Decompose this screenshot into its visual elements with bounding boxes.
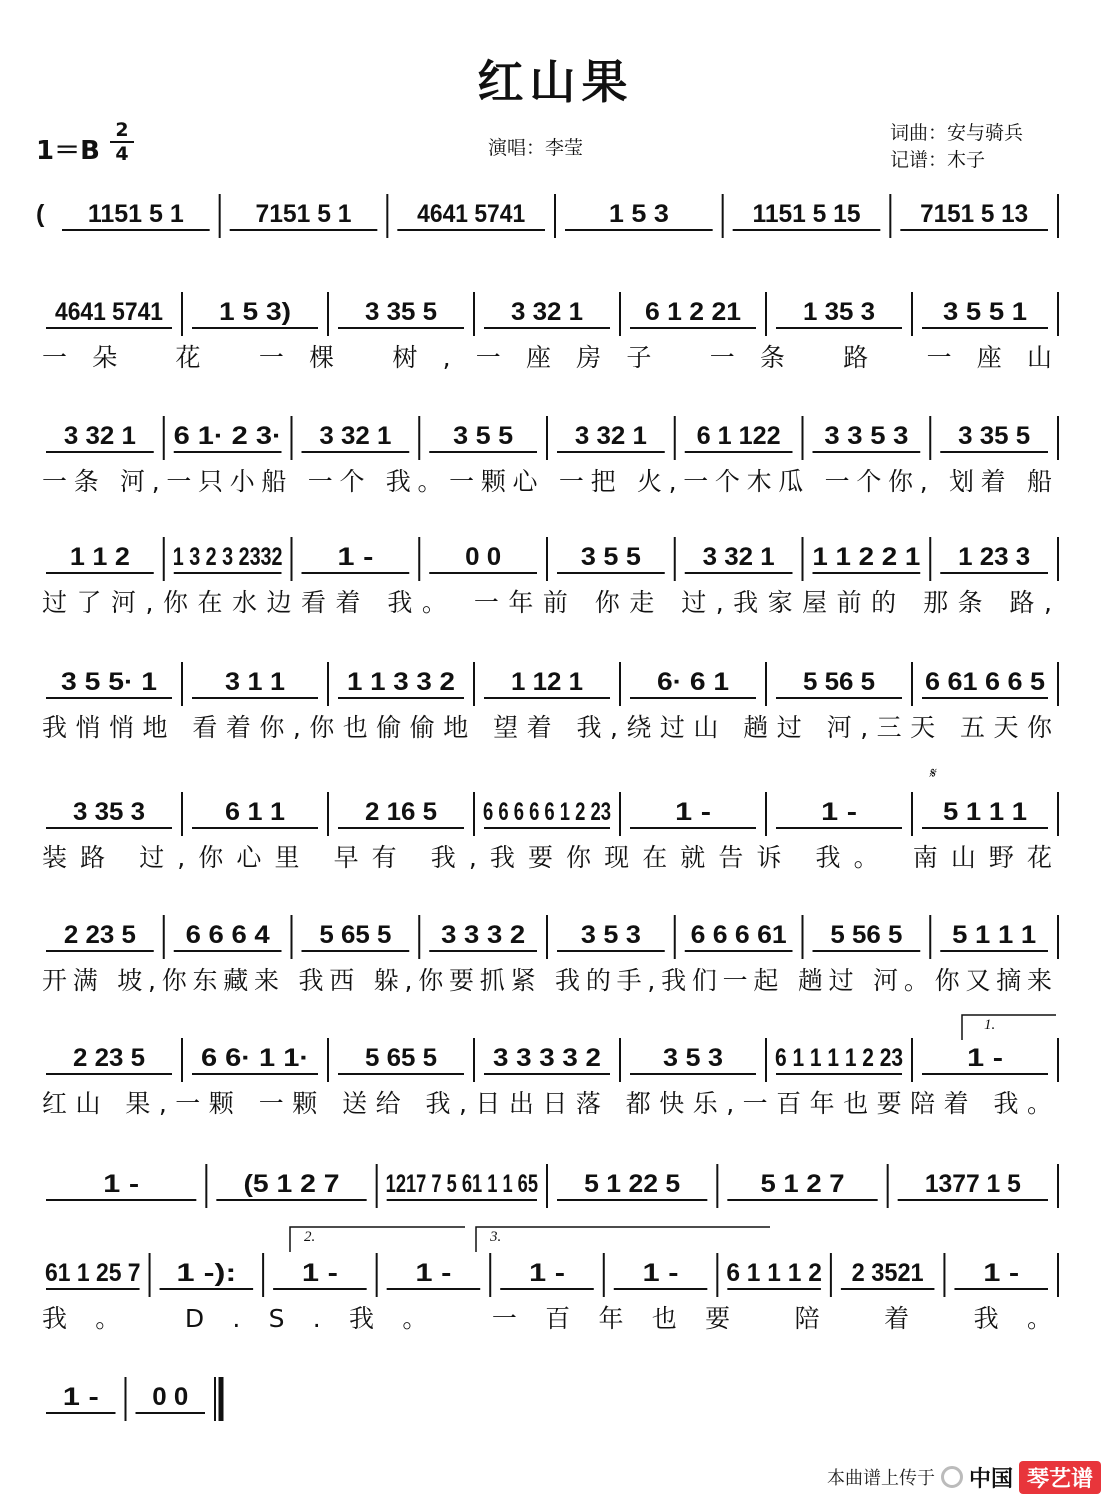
lyrics-line: 过了河,你在水边看着 我。 一年前 你走 过,我家屋前的 那条 路, [42, 588, 1052, 617]
measure-notes: 1 - [983, 1259, 1020, 1287]
measure-notes: 1 35 3 [803, 298, 875, 326]
measure-notes: 1151 5 1 [87, 200, 184, 228]
measure-notes: 1 23 3 [958, 543, 1031, 571]
measure-notes: 6 6 6 4 [185, 921, 270, 949]
key-signature: 1＝B [36, 136, 100, 166]
lyrics-line: 我悄悄地 看着你,你也偷偷地 望着 我,绕过山 趟过 河,三天 五天你 [42, 713, 1052, 742]
measure-notes: 1 - [821, 798, 857, 826]
measure-notes: 6 1 2 21 [645, 298, 742, 326]
lyrics-line: 我。 D.S.我。 一百年也要 陪 着 我。 [42, 1304, 1052, 1333]
measure-notes: 3 5 5 1 [943, 298, 1028, 326]
measure-notes: 6 6 6 6 6 1 2 23 [483, 798, 611, 826]
measure-notes: 5 1 22 5 [584, 1170, 681, 1198]
measure-notes: 1 - [103, 1170, 140, 1198]
measure-notes: 3 5 3 [580, 921, 641, 949]
measure-notes: 0 0 [465, 543, 502, 571]
measure-notes: 1151 5 15 [752, 200, 861, 228]
measure-notes: 7151 5 13 [920, 200, 1029, 228]
meter-top: 2 [115, 119, 129, 141]
measure-notes: 1 - [62, 1383, 99, 1411]
volta-3-label: 3. [490, 1229, 502, 1245]
measure-notes: (5 1 2 7 [243, 1170, 340, 1198]
measure-notes: 6 1 1 1 1 2 23 [775, 1044, 903, 1072]
volta-2-bracket [290, 1227, 465, 1252]
measure-notes: 1 5 3) [219, 298, 291, 326]
measure-notes: 6 6· 1 1· [201, 1044, 309, 1072]
footer-brand: 中国 [968, 1465, 1013, 1492]
measure-notes: 0 0 [152, 1383, 189, 1411]
volta-2-label: 2. [304, 1229, 316, 1245]
measure-notes: 5 1 1 1 [952, 921, 1037, 949]
measure-notes: 1 - [642, 1259, 679, 1287]
measure-notes: 2 16 5 [365, 798, 438, 826]
composer-credit: 词曲：安与骑兵 [890, 122, 1024, 144]
measure-notes: 1377 1 5 [924, 1170, 1021, 1198]
measure-notes: 1 1 2 [69, 543, 130, 571]
measure-notes: 6 1 1 1 2 [726, 1259, 822, 1287]
measure-notes: 1 - [967, 1044, 1003, 1072]
measure-notes: 1 - [337, 543, 374, 571]
meter-bottom: 4 [115, 143, 129, 165]
lyrics-line: 开满 坡,你东藏来 我西 躲,你要抓紧 我的手,我们一起 趟过 河。你又摘来 [42, 966, 1052, 995]
footer-brand-badge: 琴艺谱 [1019, 1461, 1101, 1494]
measure-notes: 3 35 3 [73, 798, 145, 826]
singer-credit: 演唱：李莹 [488, 137, 584, 159]
measure-notes: 3 3 3 3 2 [493, 1044, 601, 1072]
measure-notes: 3 5 5· 1 [61, 668, 158, 696]
measure-notes: 3 32 1 [574, 422, 647, 450]
measure-notes: 5 65 5 [365, 1044, 438, 1072]
measure-notes: 1 3 2 3 2332 [172, 543, 283, 571]
measure-notes: 6 1 122 [696, 422, 781, 450]
lyrics-line: 一条 河,一只小船 一个 我。一颗心 一把 火,一个木瓜 一个你, 划着 船 [42, 467, 1052, 496]
measure-notes: 5 1 2 7 [760, 1170, 845, 1198]
measure-notes: 3 3 5 3 [824, 422, 909, 450]
measure-notes: 7151 5 1 [255, 200, 352, 228]
measure-notes: 1 -): [176, 1259, 237, 1287]
measure-notes: 5 1 1 1 [943, 798, 1028, 826]
measure-notes: 3 5 3 [663, 1044, 723, 1072]
measure-notes: 5 56 5 [830, 921, 903, 949]
measure-notes: 1 5 3 [608, 200, 669, 228]
volta-3-bracket [476, 1227, 770, 1252]
measure-notes: 5 65 5 [319, 921, 392, 949]
volta-1-bracket [962, 1015, 1056, 1040]
measure-notes: 1217 7 5 61 1 1 65 [385, 1170, 539, 1198]
measure-notes: 1 1 3 3 2 [347, 668, 455, 696]
measure-notes: 6 6 6 61 [690, 921, 787, 949]
segno-sign: 𝄋 [928, 766, 936, 782]
measure-notes: 4641 5741 [417, 200, 526, 228]
measure-notes: 3 35 5 [365, 298, 438, 326]
footer-watermark [827, 1460, 1101, 1494]
measure-notes: 1 - [675, 798, 711, 826]
measure-notes: 3 5 5 [580, 543, 641, 571]
measure-notes: 3 32 1 [702, 543, 775, 571]
measure-notes: 1 12 1 [511, 668, 584, 696]
lyrics-line: 红山 果,一颗 一颗 送给 我,日出日落 都快乐,一百年也要陪着 我。 [42, 1089, 1052, 1118]
open-paren: ( [36, 200, 45, 228]
measure-notes: 6 1 1 [225, 798, 286, 826]
lyrics-line: 一朵 花 一棵 树,一座房子 一条 路 一座山 [42, 343, 1052, 372]
volta-1-label: 1. [984, 1017, 996, 1033]
measure-notes: 3 32 1 [319, 422, 392, 450]
measure-notes: 3 32 1 [511, 298, 584, 326]
measure-notes: 2 23 5 [73, 1044, 146, 1072]
measure-notes: 1 - [301, 1259, 338, 1287]
measure-notes: 1 1 2 2 1 [812, 543, 921, 571]
measure-notes: 1 - [415, 1259, 452, 1287]
song-title: 红山果 [477, 55, 634, 109]
measure-notes: 6· 6 1 [657, 668, 730, 696]
lyrics-line: 装路 过,你心里 早有 我,我要你现在就告诉 我。 南山野花 [42, 843, 1053, 872]
measure-notes: 3 5 5 [453, 422, 514, 450]
measure-notes: 3 32 1 [63, 422, 136, 450]
measure-notes: 6 61 6 6 5 [925, 668, 1046, 696]
measure-notes: 2 3521 [851, 1259, 924, 1287]
measure-notes: 3 35 5 [958, 422, 1031, 450]
measure-notes: 3 3 3 2 [441, 921, 526, 949]
measure-notes: 1 - [529, 1259, 565, 1287]
measure-notes: 2 23 5 [63, 921, 136, 949]
site-logo-icon [941, 1466, 963, 1488]
transcriber-credit: 记谱：木子 [890, 149, 986, 171]
measure-notes: 6 1· 2 3· [173, 422, 282, 450]
footer-text: 本曲谱上传于 [826, 1468, 935, 1489]
measure-notes: 61 1 25 7 [45, 1259, 141, 1287]
measure-notes: 3 1 1 [225, 668, 286, 696]
measure-notes: 5 56 5 [803, 668, 876, 696]
measure-notes: 4641 5741 [55, 298, 164, 326]
